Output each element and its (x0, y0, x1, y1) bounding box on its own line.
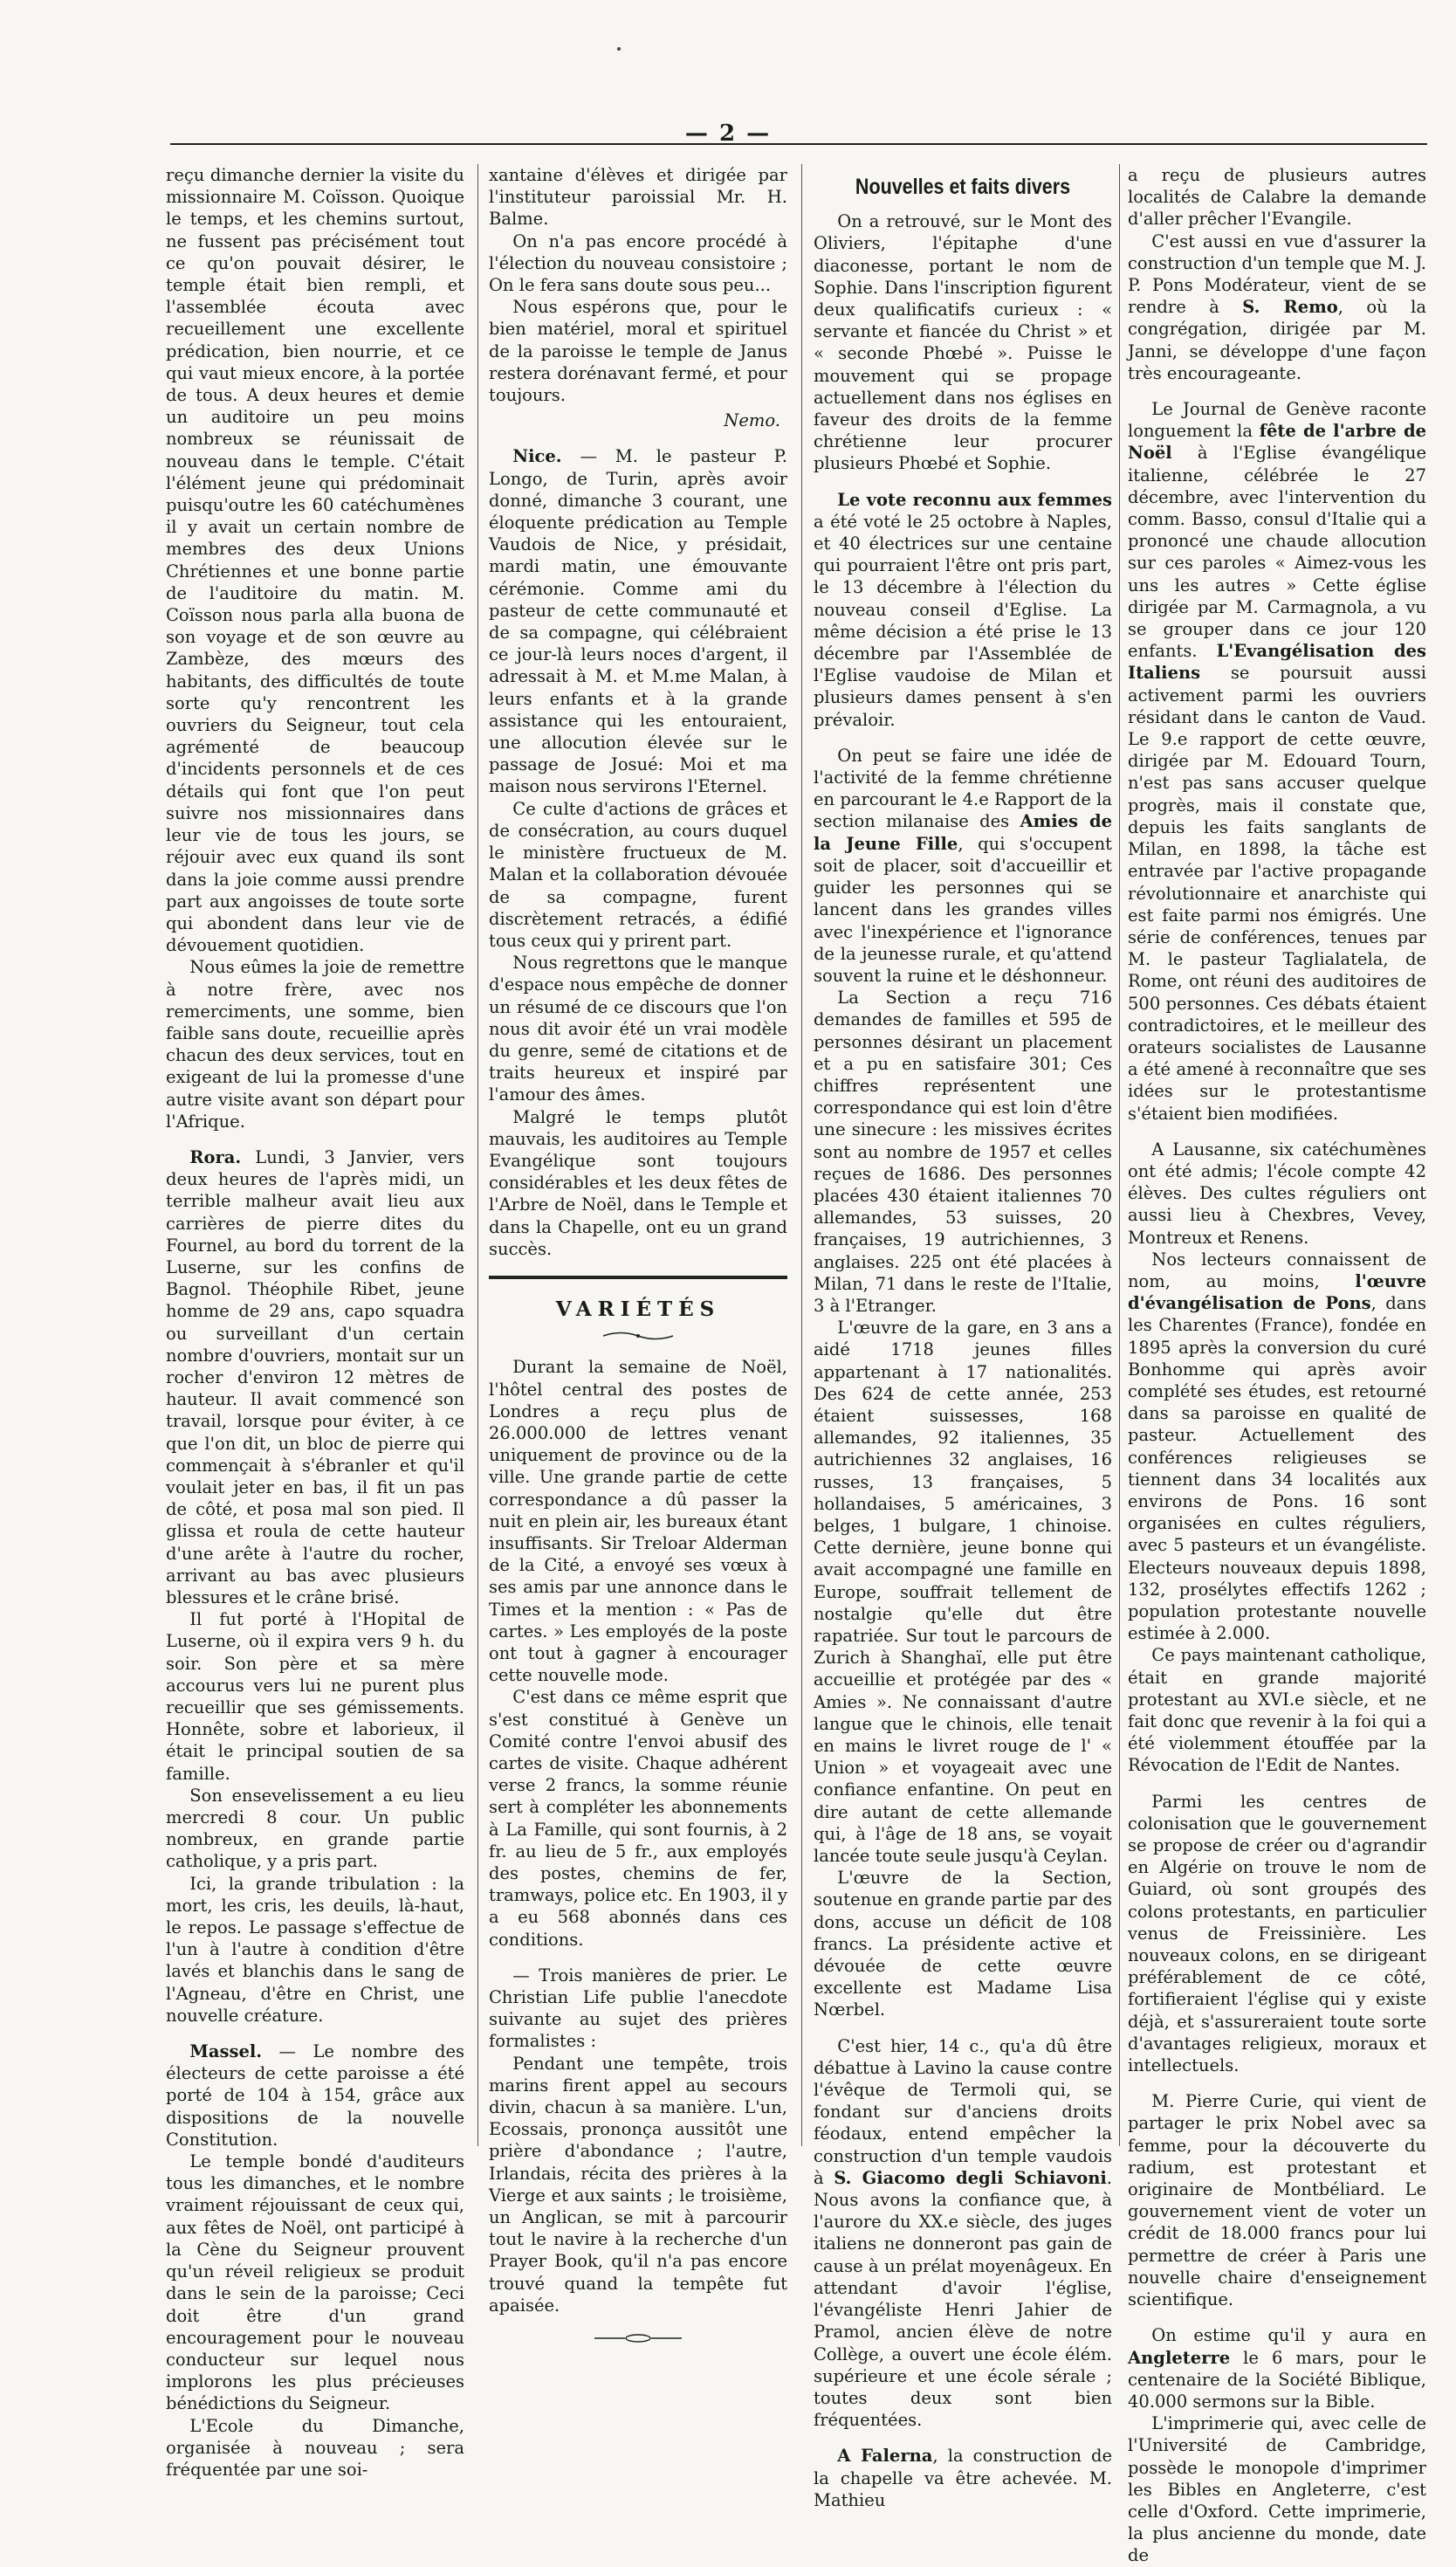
news-item-massel (166, 2041, 464, 2151)
section-title-varietes: VARIÉTÉS (555, 1297, 721, 1321)
column-divider (801, 164, 802, 2146)
news-item-rora (166, 1146, 464, 1608)
paragraph: Ce pays maintenant catholique, était en grande majorité protestant au XVI.e siècle, et ne fait donc que revenir à la foi qui a été violemment étouffée par la Révocation de l'Edit de Nantes. (1128, 1645, 1426, 1776)
paragraph-text: se poursuit aussi activement parmi les ouvriers résidant dans le canton de Vaud. Le 9.e rapport de cette œuvre, dirigée par M. Edouard Tourn, n'est pas sans accuser quelque progrès, mais il constate que, depuis les faits sanglants de Milan, en 1898, la tâche est entravée par l'active propagande révolutionnaire et anarchiste qui est faite parmi nos émigrés. Une série de conférences, tenues par M. le pasteur Taglialatela, de Rome, ont réuni des auditoires de 500 personnes. Ces débats étaient contradictoires, et le meilleur des orateurs socialistes de Lausanne a été amené à reconnaître que ses idées sur le protestantisme s'étaient bien modifiées. (1128, 663, 1426, 1124)
paragraph: Ce culte d'actions de grâces et de consécration, au cours duquel le ministère fructueux de M. Malan et la collaboration dévouée de sa compagne, furent discrètement retracés, a édifié tous ceux qui y prirent part. (489, 798, 787, 951)
paragraph: xantaine d'élèves et dirigée par l'instituteur paroissial Mr. H. Balme. (489, 165, 787, 230)
paragraph: Pendant une tempête, trois marins firent appel au secours divin, chacun à sa manière. L'un, Ecossais, prononça aussitôt une prière d'abondance ; l'autre, Irlandais, récita des prières à la Vierge et aux saints ; le troisième, un Anglican, se mit à parcourir tout le navire à la recherche d'un Prayer Book, qu'il n'a pas encore trouvé quand la tempête fut apaisée. (489, 2053, 787, 2316)
place-name: Rora. (189, 1146, 242, 1167)
paragraph: L'œuvre de la Section, soutenue en grande partie par des dons, accuse un déficit de 108 francs. La présidente active et dévouée de cette œuvre excellente est Madame Lisa Nœrbel. (814, 1868, 1112, 2020)
organization-name: l'œuvre d'évangélisation de Pons (1128, 1270, 1426, 1314)
column-divider (477, 164, 478, 2146)
paragraph-text: a été voté le 25 octobre à Naples, et 40 électrices sur une centaine qui pourraient l'être ont pris part, le 13 décembre à l'élection du nouveau conseil d'Eglise. La même décision a été prise le 13 décembre par l'Assemblée de l'Eglise vaudoise de Milan et plusieurs dames pensent à s'en prévaloir. (814, 511, 1112, 730)
column-3 (814, 164, 1112, 2510)
paragraph-text: On peut se faire une idée de l'activité de la femme chrétienne en parcourant le 4.e Rapport de la section milanaise des (814, 745, 1112, 832)
paragraph: Son ensevelissement a eu lieu mercredi 8 cour. Un public nombreux, en grande partie catholique, y a pris part. (166, 1785, 464, 1872)
news-item-pons (1128, 1249, 1426, 1645)
section-heading-nouvelles: Nouvelles et faits divers (855, 175, 1071, 199)
paragraph: On n'a pas encore procédé à l'élection du nouveau consistoire ; On le fera sans doute sous peu... (489, 231, 787, 296)
paragraph: L'œuvre de la gare, en 3 ans a aidé 1718 jeunes filles appartenant à 17 nationalités. Des 624 de cette année, 253 étaient suissesses, 168 allemandes, 92 italiennes, 35 autrichiennes 32 anglaises, 16 russes, 13 françaises, 5 hollandaises, 5 américaines, 3 belges, 1 bulgare, 1 chinoise. Cette dernière, jeune bonne qui avait accompagné une famille en Europe, souffrait tellement de nostalgie qu'elle dut être rapatriée. Sur tout le parcours de Zurich à Shanghaï, elle put être accueillie et protégée par des « Amies ». Ne connaissant d'autre langue que le chinois, elle tenait en mains le livret rouge de l' « Union » et voyageait avec une confiance enfantine. On peut en dire autant de cette allemande qui, à l'âge de 18 ans, se voyait lancée toute seule jusqu'à Ceylan. (814, 1318, 1112, 1867)
paragraph-text: Le Journal de Genève raconte longuement la (1128, 399, 1426, 442)
paragraph-text: C'est aussi en vue d'assurer la construction d'un temple que M. J. P. Pons Modérateur, vient de se rendre à (1128, 231, 1426, 318)
paragraph-text: , la construction de la chapelle va être achevée. M. Mathieu (814, 2446, 1112, 2510)
paragraph: Il fut porté à l'Hopital de Luserne, où il expira vers 9 h. du soir. Son père et sa mère accourus vers lui ne purent plus recueillir que ses gémissements. Honnête, sobre et laborieux, il était le principal soutien de sa famille. (166, 1609, 464, 1784)
organization-name: L'Evangélisation des Italiens (1128, 641, 1426, 684)
header-rule (170, 143, 1427, 145)
paragraph: a reçu de plusieurs autres localités de Calabre la demande d'aller prêcher l'Evangile. (1128, 165, 1426, 230)
paragraph: L'Ecole du Dimanche, organisée à nouveau ; sera fréquentée par une soi- (166, 2415, 464, 2480)
paragraph-text: On estime qu'il y aura en (1151, 2325, 1426, 2346)
paragraph-text: . Nous avons la confiance que, à l'aurore du XX.e siècle, des juges italiens ne donneront pas gain de cause à un prélat moyenâgeux. En attendant d'avoir l'église, l'évangéliste Henri Jahier de Pramol, ancien élève de notre Collège, a ouvert une école élém. supérieure et une école sérale ; toutes deux sont bien fréquentées. (814, 2167, 1112, 2431)
paragraph-text: Nos lecteurs connaissent de nom, au moins, (1128, 1249, 1426, 1291)
paragraph: Nous eûmes la joie de remettre à notre frère, avec nos remerciments, une somme, bien faible sans doute, recueillie après chacun des deux services, tout en exigeant de lui la promesse d'une autre visite avant son départ pour l'Afrique. (166, 957, 464, 1132)
lead-phrase: Le vote reconnu aux femmes (837, 489, 1112, 510)
news-item-angleterre (1128, 2324, 1426, 2412)
news-item-giacomo (814, 2035, 1112, 2432)
column-4 (1128, 164, 1426, 2566)
place-name: A Falerna (837, 2446, 933, 2467)
organization-name: Amies de la Jeune Fille (814, 811, 1112, 854)
flourish-ornament (489, 1325, 787, 1347)
place-name: Massel. (189, 2041, 263, 2062)
place-name: S. Remo (1242, 297, 1338, 318)
paragraph: Ici, la grande tribulation : la mort, les cris, les deuils, là-haut, le repos. Le passage s'effectue de l'un à l'autre à condition d'être lavés et blanchis dans le sang de l'Agneau, d'être en Christ, une nouvelle créature. (166, 1873, 464, 2026)
news-item-vote (814, 489, 1112, 731)
paragraph: On a retrouvé, sur le Mont des Oliviers, l'épitaphe d'une diaconesse, portant le nom de Sophie. Dans l'inscription figurent deux qualificatifs curieux : « servante et fiancée du Christ » et « seconde Phœbé ». Puisse le mouvement qui se propage actuellement dans nos églises en faveur des droits de la femme chrétienne leur procurer plusieurs Phœbé et Sophie. (814, 211, 1112, 474)
news-item-arbre (1128, 398, 1426, 1125)
paragraph-text: C'est hier, 14 c., qu'a dû être débattue à Lavino la cause contre l'évêque de Termoli qui, se fondant sur d'anciens droits féodaux, entend empêcher la construction d'un temple vaudois à (814, 2035, 1112, 2188)
page-number: — 2 — (684, 120, 772, 147)
event-name: fête de l'arbre de Noël (1128, 421, 1426, 464)
paragraph: Nous espérons que, pour le bien matériel, moral et spirituel de la paroisse le temple de Janus restera dorénavant fermé, et pour toujours. (489, 297, 787, 406)
paragraph: Parmi les centres de colonisation que le gouvernement se propose de créer ou d'agrandir en Algérie on trouve le nom de Guiard, où sont groupés des colons protestants, en particulier venus de Freissinière. Les nouveaux colons, en se dirigeant préférablement de ce côté, fortifieraient l'église qui y existe déjà, et s'assureraient toute sorte d'avantages religieux, moraux et intellectuels. (1128, 1791, 1426, 2076)
place-name: Nice. (512, 446, 562, 467)
paragraph: La Section a reçu 716 demandes de familles et 595 de personnes désirant un placement et a pu en satisfaire 301; Ces chiffres représentent une correspondance qui est loin d'être une sinecure : les missives écrites sont au nombre de 1957 et celles reçues de 1686. Des personnes placées 430 étaient italiennes 70 allemandes, 53 suisses, 20 françaises, 19 autrichiennes, 3 anglaises. 225 ont été placées à Milan, 71 dans le reste de l'Italie, 3 à l'Etranger. (814, 988, 1112, 1316)
paragraph-text: — M. le pasteur P. Longo, de Turin, après avoir donné, dimanche 3 courant, une éloquente prédication au Temple Vaudois de Nice, y présidait, mardi matin, une émouvante cérémonie. Comme ami du pasteur de cette communauté et de sa compagne, qui célébraient ce jour-là leurs noces d'argent, il adressait à M. et M.me Malan, à leurs enfants et à la grande assistance qui les entouraient, une allocution élevée sur le passage de Josué: Moi et ma maison nous servirons l'Eternel. (489, 446, 787, 797)
paragraph: C'est dans ce même esprit que s'est constitué à Genève un Comité contre l'envoi abusif des cartes de visite. Chaque adhérent verse 2 francs, la somme réunie sert à compléter les abonnements à La Famille, qui sont fournis, à 2 fr. au lieu de 5 fr., aux employés des postes, chemins de fer, tramways, police etc. En 1903, il y a eu 568 abonnés dans ces conditions. (489, 1687, 787, 1950)
paragraph: Nous regrettons que le manque d'espace nous empêche de donner un résumé de ce discours que l'on nous dit avoir été un vrai modèle du genre, semé de citations et de traits heureux et inspiré par l'amour des âmes. (489, 953, 787, 1105)
end-ornament (489, 2327, 787, 2349)
paragraph-text: , dans les Charentes (France), fondée en 1895 après la conversion du curé Bonhomme qui après avoir complété ses études, est retourné dans sa paroisse en qualité de pasteur. Actuellement des conférences religieuses se tiennent dans 34 localités aux environs de Pons. 16 sont organisées en cultes réguliers, avec 5 pasteurs et un évangéliste. Electeurs nouveaux depuis 1898, 132, prosélytes effectifs 1262 ; population protestante nouvelle estimée à 2.000. (1128, 1293, 1426, 1644)
news-item-nice (489, 445, 787, 797)
paragraph: reçu dimanche dernier la visite du missionnaire M. Coïsson. Quoique le temps, et les chemins surtout, ne fussent pas précisément tout ce qu'on pouvait désirer, le temple était bien rempli, et l'assemblée écouta avec recueillement une excellente prédication, bien nourrie, et ce qui vaut mieux encore, à la portée de tous. A deux heures et demie un auditoire un peu moins nombreux se réunissait de nouveau dans le temple. C'était l'élément jeune qui prédominait puisqu'outre les 60 catéchumènes il y avait un certain nombre de membres des deux Unions Chrétiennes et une bonne partie de l'auditoire du matin. M. Coïsson nous parla alla buona de son voyage et de son œuvre au Zambèze, des mœurs des habitants, des difficultés de toute sorte qu'y rencontrent les ouvriers du Seigneur, tout cela agrémenté de beaucoup d'incidents personnels et de ces détails qui font que l'on peut suivre nos missionnaires dans leur vie de tous les jours, se réjouir avec eux quand ils sont dans la joie comme aussi prendre part aux angoisses de toute sorte qui abondent dans leur vie de dévouement quotidien. (166, 165, 464, 956)
paragraph-text: Lundi, 3 Janvier, vers deux heures de l'après midi, un terrible malheur avait lieu aux carrières de pierre dites du Fournel, au bord du torrent de la Luserne, sur les confins de Bagnol. Théophile Ribet, jeune homme de 29 ans, capo squadra ou surveillant d'un certain nombre d'ouvriers, montait sur un rocher d'environ 12 mètres de hauteur. Il avait commencé son travail, lorsque pour éviter, à ce que l'on dit, un bloc de pierre qui commençait à s'ébranler et qu'il voulait jeter en bas, il fit un pas de côté, et posa mal son pied. Il glissa et roula de cette hauteur d'une arête à l'autre du rocher, arrivant au bas avec plusieurs blessures et le crâne brisé. (166, 1146, 464, 1607)
column-divider (1119, 164, 1120, 2146)
paragraph: A Lausanne, six catéchumènes ont été admis; l'école compte 42 élèves. Des cultes réguliers ont aussi lieu à Chexbres, Vevey, Montreux et Renens. (1128, 1139, 1426, 1248)
paragraph: M. Pierre Curie, qui vient de partager le prix Nobel avec sa femme, pour la découverte du radium, est protestant et originaire de Montbéliard. Le gouvernement vient de voter un crédit de 18.000 francs pour lui permettre de créer à Paris une nouvelle chaire d'enseignement scientifique. (1128, 2091, 1426, 2310)
news-item-falerna (814, 2445, 1112, 2511)
paragraph: Durant la semaine de Noël, l'hôtel central des postes de Londres a reçu plus de 26.000.000 de lettres venant uniquement de province ou de la ville. Une grande partie de cette correspondance a dû passer la nuit en plein air, les bureaux étant insuffisants. Sir Treloar Alderman de la Cité, a envoyé ses vœux à ses amis par une annonce dans le Times et la mention : « Pas de cartes. » Les employés de la poste ont tout à gagner à encourager cette nouvelle mode. (489, 1357, 787, 1686)
column-1 (166, 164, 464, 2480)
section-rule (489, 1276, 787, 1279)
place-name: Angleterre (1128, 2347, 1231, 2368)
print-speck (617, 47, 621, 51)
paragraph-text: , où la congrégation, dirigée par M. Janni, se développe d'une façon très encourageante. (1128, 297, 1426, 383)
signature: Nemo. (724, 410, 780, 431)
news-item-amies (814, 745, 1112, 987)
paragraph-text: à l'Eglise évangélique italienne, célébrée le 27 décembre, avec l'intervention du comm. Basso, consul d'Italie qui a prononcé une chaude allocution sur ces paroles « Aimez-vous les uns les autres » Cette église dirigée par M. Carmagnola, a vu se grouper dans ce jour 120 enfants. (1128, 443, 1426, 662)
paragraph-text: le 6 mars, pour le centenaire de la Société Biblique, 40.000 sermons sur la Bible. (1128, 2347, 1426, 2412)
paragraph-text: — Le nombre des électeurs de cette paroisse a été porté de 104 à 154, grâce aux dispositions de la nouvelle Constitution. (166, 2041, 464, 2150)
paragraph-text: , qui s'occupent soit de placer, soit d'accueillir et guider les personnes qui se lancent dans les grandes villes avec l'inexpérience et l'ignorance de la jeunesse rurale, et qu'attend souvent la ruine et le déshonneur. (814, 833, 1112, 986)
news-item-remo (1128, 231, 1426, 384)
column-2 (489, 164, 787, 2316)
place-name: S. Giacomo degli Schiavoni (834, 2167, 1107, 2188)
paragraph: L'imprimerie qui, avec celle de l'Université de Cambridge, possède le monopole d'imprimer les Bibles en Angleterre, c'est celle d'Oxford. Cette imprimerie, la plus ancienne du monde, date de (1128, 2413, 1426, 2566)
paragraph: — Trois manières de prier. Le Christian Life publie l'anecdote suivante au sujet des prières formalistes : (489, 1965, 787, 2052)
paragraph: Le temple bondé d'auditeurs tous les dimanches, et le nombre vraiment réjouissant de ceux qui, aux fêtes de Noël, ont participé à la Cène du Seigneur prouvent qu'un réveil religieux se produit dans le sein de la paroisse; Ceci doit être d'un grand encouragement pour le nouveau conducteur sur lequel nous implorons les plus précieuses bénédictions du Seigneur. (166, 2151, 464, 2414)
paragraph: Malgré le temps plutôt mauvais, les auditoires au Temple Evangélique sont toujours considérables et les deux fêtes de l'Arbre de Noël, dans le Temple et dans la Chapelle, ont eu un grand succès. (489, 1106, 787, 1259)
